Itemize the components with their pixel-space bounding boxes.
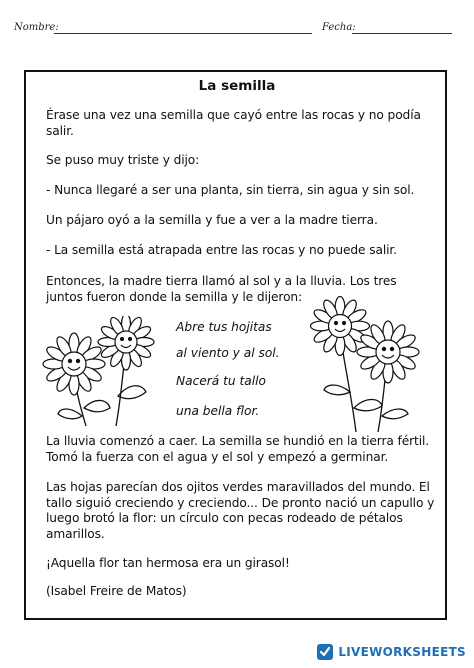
poem-line-4: una bella flor. (176, 404, 260, 418)
liveworksheets-logo-icon (316, 643, 334, 661)
brand-name: LIVEWORKSHEETS (338, 645, 466, 659)
date-field[interactable] (352, 33, 452, 34)
poem-line-2: al viento y al sol. (176, 346, 280, 360)
paragraph-7: La lluvia comenzó a caer. La semilla se hundió en la tierra fértil. Tomó la fuerza con el agua y el sol y empezó a germinar. (46, 434, 430, 464)
date-label: Fecha: (322, 22, 356, 33)
footer-brand (316, 642, 466, 662)
name-field[interactable] (54, 33, 312, 34)
poem-line-1: Abre tus hojitas (176, 320, 272, 334)
sunflowers-right-illustration (296, 296, 436, 434)
paragraph-8: Las hojas parecían dos ojitos verdes maravillados del mundo. El tallo siguió creciendo y creciendo... De pronto nació un capullo y luego brotó la flor: un círculo con pecas rodeado de pétalos amarillos. (46, 480, 435, 541)
sunflowers-left-illustration (38, 316, 172, 428)
paragraph-6: Entonces, la madre tierra llamó al sol y a la lluvia. Los tres juntos fueron donde la semilla y le dijeron: (46, 274, 397, 304)
poem-line-3: Nacerá tu tallo (176, 374, 266, 388)
paragraph-1: Érase una vez una semilla que cayó entre las rocas y no podía salir. (46, 108, 421, 138)
story-author: (Isabel Freire de Matos) (46, 584, 187, 598)
name-label: Nombre: (14, 22, 59, 33)
paragraph-4: Un pájaro oyó a la semilla y fue a ver a la madre tierra. (46, 213, 378, 227)
paragraph-3: - Nunca llegaré a ser una planta, sin tierra, sin agua y sin sol. (46, 183, 415, 197)
paragraph-9: ¡Aquella flor tan hermosa era un girasol! (46, 556, 290, 570)
paragraph-5: - La semilla está atrapada entre las rocas y no puede salir. (46, 243, 397, 257)
story-title: La semilla (198, 78, 276, 94)
paragraph-2: Se puso muy triste y dijo: (46, 153, 200, 167)
worksheet-header (14, 22, 454, 38)
